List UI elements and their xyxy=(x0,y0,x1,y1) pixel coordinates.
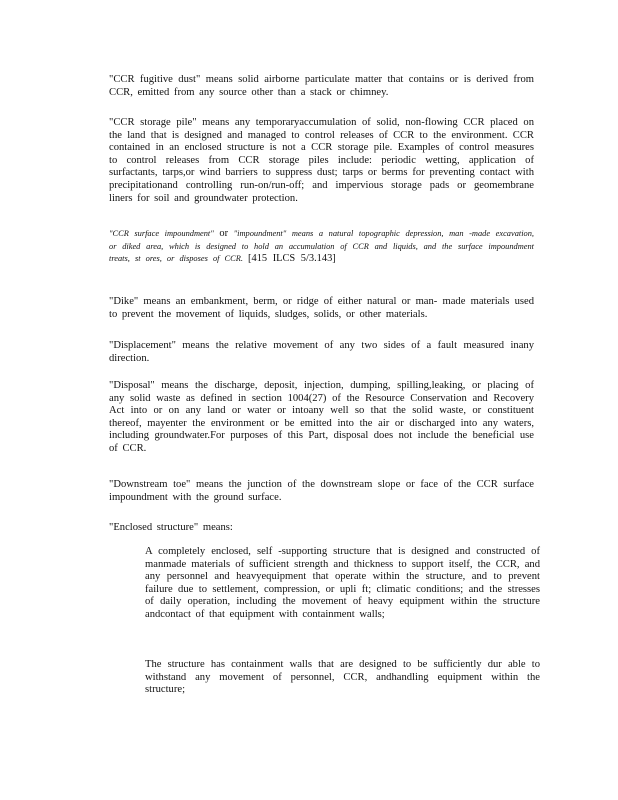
definition-ccr-storage-pile: "CCR storage pile" means any temporaryaccumulation of solid, non-flowing CCR placed on the land that is designed and managed to control releases of CCR to the environment. CCR contained in an enclosed structure is not a CCR storage pile. Examples of control measures to control releases from CCR storage piles include: periodic wetting, application of surfactants, tarps,or wind barriers to suppress dust; tarps or berms for preventing contact with precipitationand controlling run-on/run-off; and impervious storage pads or geomembrane liners for soil and groundwater protection. xyxy=(109,117,534,204)
enclosed-structure-item-1: A completely enclosed, self -supporting structure that is designed and constructed of manmade materials of sufficient strength and thickness to support itself, the CCR, and any personnel and heavyequipment that operate within the structure, and to prevent failure due to settlement, compression, or upli ft; climatic conditions; and the stresses of daily operation, including the movement of heavy equipment within the structure andcontact of that equipment with containment walls; xyxy=(145,546,540,620)
definition-dike: "Dike" means an embankment, berm, or ridge of either natural or man- made materials used to prevent the movement of liquids, sludges, solids, or other materials. xyxy=(109,296,534,320)
term-ccr-surface-impoundment: "CCR surface impoundment" xyxy=(109,229,214,238)
definition-downstream-toe: "Downstream toe" means the junction of the downstream slope or face of the CCR surface impoundment with the ground surface. xyxy=(109,479,534,503)
definition-ccr-fugitive-dust: "CCR fugitive dust" means solid airborne particulate matter that contains or is derived from CCR, emitted from any source other than a stack or chimney. xyxy=(109,74,534,98)
definition-ccr-surface-impoundment xyxy=(109,228,534,266)
impoundment-definition-text: "impoundment" means a natural topographic depression, man -made excavation, or diked area, which is designed to hold an accumulation of CCR and liquids, and the surface impoundment treats, st ores, or disposes of CCR. xyxy=(109,229,535,264)
definition-disposal: "Disposal" means the discharge, deposit, injection, dumping, spilling,leaking, or placing of any solid waste as defined in section 1004(27) of the Resource Conservation and Recovery Act into or on any land or water or intoany well so that the solid waste, or constituent thereof, mayenter the environment or be emitted into the air or discharged into any waters, including groundwater.For purposes of this Part, disposal does not include the beneficial use of CCR. xyxy=(109,380,534,454)
or-connector: or xyxy=(219,228,229,239)
definition-enclosed-structure: "Enclosed structure" means: xyxy=(109,522,233,533)
definition-displacement: "Displacement" means the relative movement of any two sides of a fault measured inany direction. xyxy=(109,340,534,364)
enclosed-structure-item-2: The structure has containment walls that are designed to be sufficiently dur able to withstand any movement of personnel, CCR, andhandling equipment within the structure; xyxy=(145,659,540,696)
statute-citation: [415 ILCS 5/3.143] xyxy=(248,253,336,265)
